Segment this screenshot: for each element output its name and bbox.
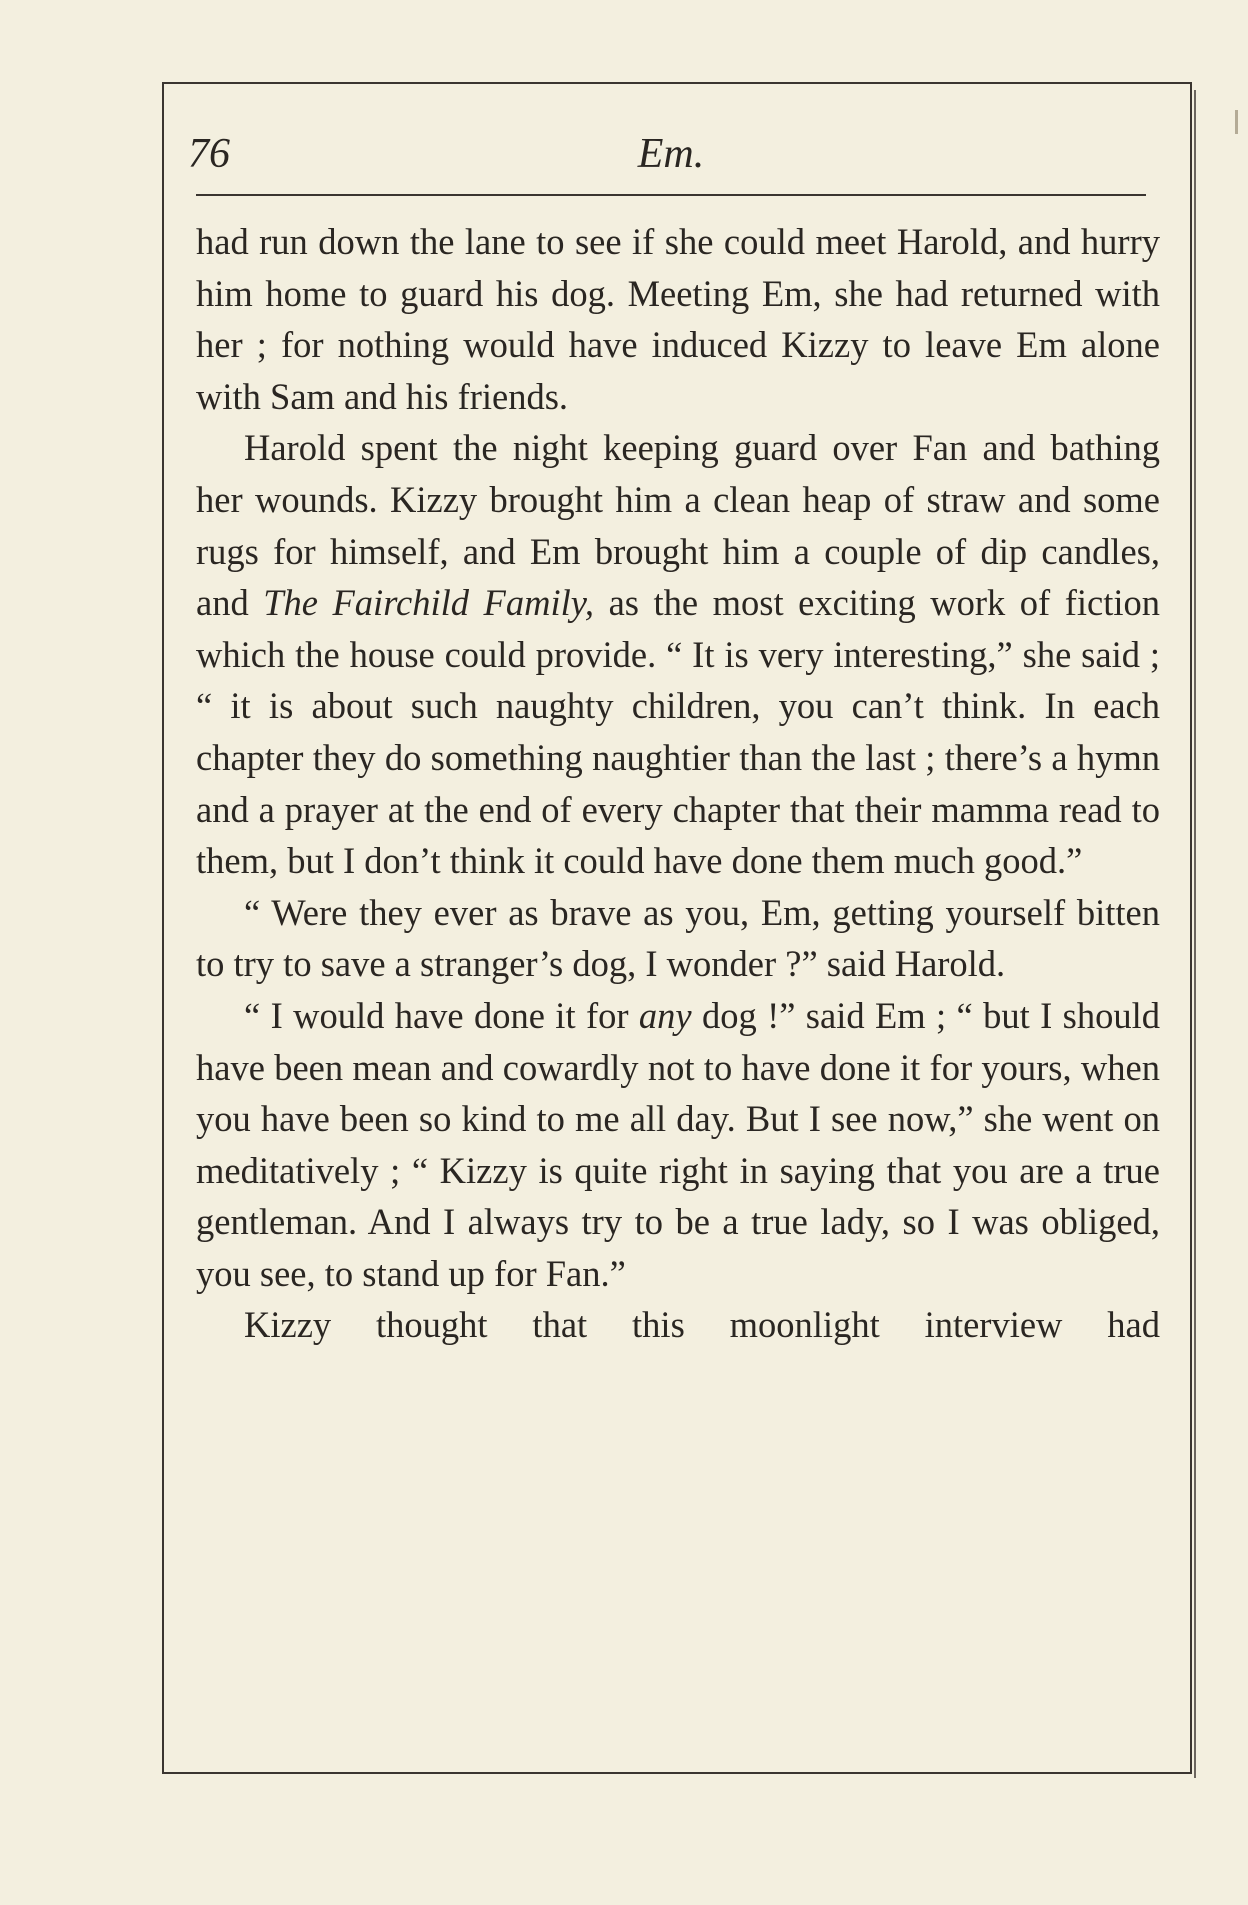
paragraph-4-part-1: “ I would have done it for [244, 994, 639, 1036]
page-number: 76 [188, 131, 230, 177]
header-rule [196, 194, 1146, 196]
emphasis-any: any [638, 994, 692, 1036]
paragraph-1: had run down the lane to see if she could meet Harold, and hurry him home to guard his dog. Meeting Em, she had returned with her ; for nothing would have induced Kizzy to leave Em alone with Sam and his friends. [196, 221, 1160, 417]
edge-mark [1235, 110, 1238, 134]
page-frame [162, 82, 1192, 1774]
paragraph-4 [196, 990, 1160, 1300]
paragraph-4-part-2: dog !” said Em ; “ but I should have been mean and cowardly not to have done it for yours, when you have been so kind to me all day. But I see now,” she went on meditatively ; “ Kizzy is quite right in saying that you are a true gentleman. And I always try to be a true lady, so I was obliged, you see, to stand up for Fan.” [196, 994, 1160, 1294]
paragraph-2-part-2: as the most exciting work of fiction which the house could provide. “ It is very interesting,” she said ; “ it is about such naughty children, you can’t think. In each chapter they do something naughtier than the last ; there’s a hymn and a prayer at the end of every chapter that their mamma read to them, but I don’t think it could have done them much good.” [196, 582, 1160, 882]
paragraph-3: “ Were they ever as brave as you, Em, getting yourself bitten to try to save a stranger’s dog, I wonder ?” said Harold. [196, 891, 1160, 985]
paragraph-2-part-1: Harold spent the night keeping guard over Fan and bathing her wounds. Kizzy brought him a clean heap of straw and some rugs for himself, and Em brought him a couple of dip candles, and [196, 427, 1160, 624]
paragraph-2 [196, 422, 1160, 886]
book-title-italic: The Fairchild Family, [263, 582, 595, 624]
paragraph-5: Kizzy thought that this moonlight interview had [244, 1304, 1160, 1346]
running-title: Em. [637, 131, 705, 177]
page-header [188, 124, 1154, 194]
text-body [196, 216, 1160, 1351]
